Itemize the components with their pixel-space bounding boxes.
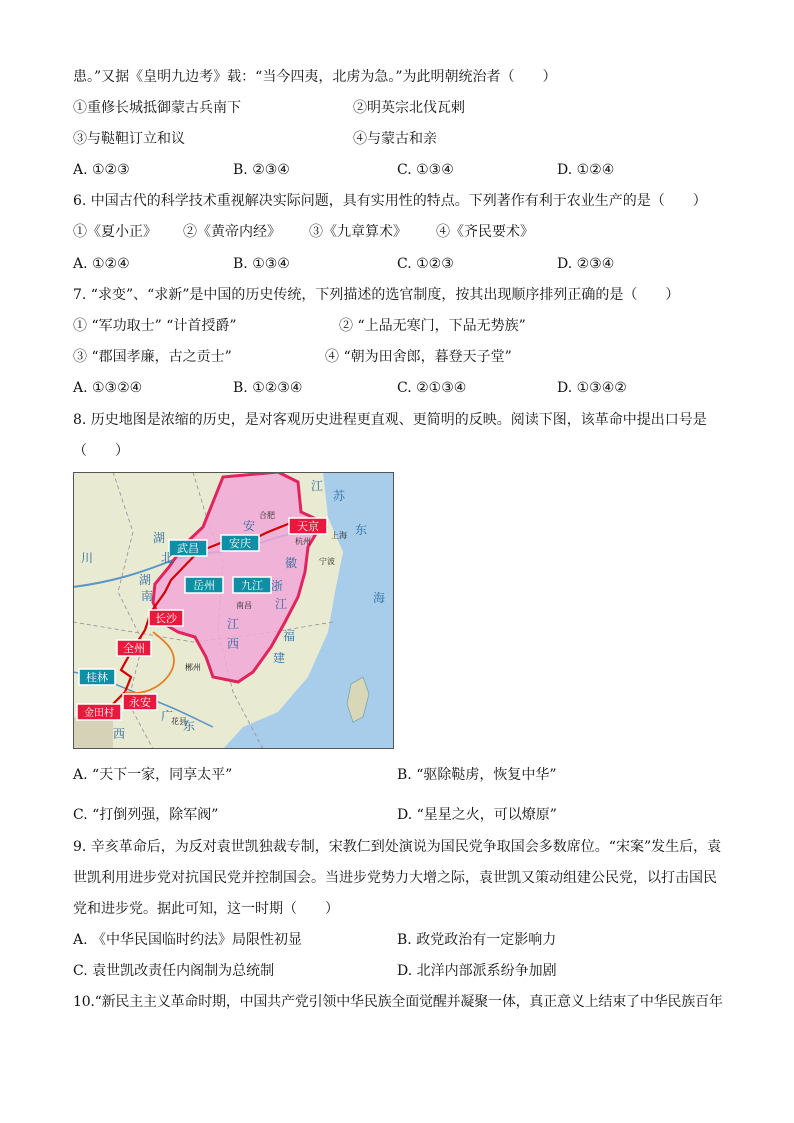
q6-option-b[interactable]: B. ①③④ xyxy=(233,256,290,272)
q7-item-2: ② “上品无寒门，下品无势族” xyxy=(339,318,526,334)
svg-text:岳州: 岳州 xyxy=(193,579,215,592)
q8-stem-line1: 8. 历史地图是浓缩的历史，是对客观历史进程更直观、更简明的反映。阅读下图，该革命中提出口号是 xyxy=(73,412,707,428)
city-box-changsha xyxy=(149,610,183,626)
svg-text:建: 建 xyxy=(273,651,286,665)
svg-text:海: 海 xyxy=(373,591,386,605)
svg-text:宁波: 宁波 xyxy=(319,557,335,566)
svg-text:杭州: 杭州 xyxy=(295,537,311,546)
q7-option-a[interactable]: A. ①③②④ xyxy=(73,380,143,396)
q6-item-2: ②《黄帝内经》 xyxy=(183,224,281,240)
city-box-tianjing xyxy=(289,518,327,534)
taiping-route-map xyxy=(73,472,394,749)
city-box-jintiancun xyxy=(77,704,121,720)
svg-text:湖: 湖 xyxy=(139,573,152,587)
q8-option-b[interactable]: B. “驱除鞑虏，恢复中华” xyxy=(397,767,557,783)
svg-text:川: 川 xyxy=(81,551,94,565)
city-box-guilin xyxy=(79,669,115,685)
svg-text:南昌: 南昌 xyxy=(236,601,252,610)
q8-option-a[interactable]: A. “天下一家，同享太平” xyxy=(73,767,233,783)
q6-item-1: ①《夏小正》 xyxy=(73,224,157,240)
q6-option-a[interactable]: A. ①②④ xyxy=(73,256,130,272)
q9-option-c[interactable]: C. 袁世凯改责任内阁制为总统制 xyxy=(73,963,275,979)
svg-text:江: 江 xyxy=(227,617,240,631)
start-area xyxy=(73,717,113,749)
q9-option-b[interactable]: B. 政党政治有一定影响力 xyxy=(397,932,557,948)
q7-option-d[interactable]: D. ①③④② xyxy=(557,380,627,396)
q5-option-d[interactable]: D. ①②④ xyxy=(557,162,615,178)
svg-text:安庆: 安庆 xyxy=(229,537,251,550)
q5-option-b[interactable]: B. ②③④ xyxy=(233,162,290,178)
q10-stem-line1: 10.“新民主主义革命时期，中国共产党引领中华民族全面觉醒并凝聚一体，真正意义上结束了中华民族百年 xyxy=(73,994,723,1010)
q6-item-4: ④《齐民要术》 xyxy=(436,224,534,240)
svg-text:上海: 上海 xyxy=(331,531,347,540)
svg-text:江: 江 xyxy=(311,479,324,493)
q9-stem-line2: 世凯利用进步党对抗国民党并控制国会。当进步党势力大增之际，袁世凯又策动组建公民党，以打击国民 xyxy=(73,870,717,886)
q8-option-d[interactable]: D. “星星之火，可以燎原” xyxy=(397,807,557,823)
q6-option-c[interactable]: C. ①②③ xyxy=(397,256,454,272)
q9-option-d[interactable]: D. 北洋内部派系纷争加剧 xyxy=(397,963,557,979)
svg-text:湖: 湖 xyxy=(153,531,166,545)
q9-option-a[interactable]: A. 《中华民国临时约法》局限性初显 xyxy=(73,932,303,948)
svg-text:苏: 苏 xyxy=(333,489,346,503)
svg-text:东: 东 xyxy=(183,719,196,733)
svg-text:全州: 全州 xyxy=(123,642,145,655)
q5-item-3: ③与鞑靼订立和议 xyxy=(73,131,185,147)
q5-option-c[interactable]: C. ①③④ xyxy=(397,162,454,178)
q9-stem-line1: 9. 辛亥革命后，为反对袁世凯独裁专制，宋教仁到处演说为国民党争取国会多数席位。“宋案”发生后，袁 xyxy=(73,839,722,855)
q5-item-2: ②明英宗北伐瓦剌 xyxy=(353,100,465,116)
svg-text:安: 安 xyxy=(243,519,256,533)
q6-item-3: ③《九章算术》 xyxy=(309,224,407,240)
q7-option-c[interactable]: C. ②①③④ xyxy=(397,380,467,396)
svg-text:福: 福 xyxy=(283,629,296,643)
q5-stem: 患。”又据《皇明九边考》载：“当今四夷，北虏为急。”为此明朝统治者（ ） xyxy=(73,69,557,85)
svg-text:武昌: 武昌 xyxy=(177,542,199,555)
q6-option-d[interactable]: D. ②③④ xyxy=(557,256,615,272)
svg-text:桂林: 桂林 xyxy=(86,671,108,684)
city-box-yongan xyxy=(123,694,157,710)
q5-option-a[interactable]: A. ①②③ xyxy=(73,162,130,178)
svg-text:九江: 九江 xyxy=(241,579,263,592)
q9-stem-line3: 党和进步党。据此可知，这一时期（ ） xyxy=(73,901,339,917)
q8-stem-line2: （ ） xyxy=(73,443,129,459)
city-box-wuchang xyxy=(169,540,207,556)
svg-text:江: 江 xyxy=(275,597,288,611)
svg-text:天京: 天京 xyxy=(297,520,319,533)
q8-option-c[interactable]: C. “打倒列强，除军阀” xyxy=(73,807,219,823)
q7-item-4: ④ “朝为田舍郎，暮登天子堂” xyxy=(325,349,512,365)
svg-text:永安: 永安 xyxy=(129,696,151,709)
svg-text:徽: 徽 xyxy=(285,556,298,570)
city-box-jiujiang xyxy=(233,577,271,593)
q6-stem: 6. 中国古代的科学技术重视解决实际问题，具有实用性的特点。下列著作有利于农业生产的是（ ） xyxy=(73,193,707,209)
svg-text:长沙: 长沙 xyxy=(155,612,177,625)
svg-text:北: 北 xyxy=(161,551,174,565)
svg-text:西: 西 xyxy=(113,727,126,741)
q5-item-1: ①重修长城抵御蒙古兵南下 xyxy=(73,100,241,116)
svg-text:花县: 花县 xyxy=(171,717,187,726)
svg-text:广: 广 xyxy=(161,709,174,723)
svg-text:金田村: 金田村 xyxy=(84,708,114,719)
svg-text:南: 南 xyxy=(141,589,154,603)
city-box-anqing xyxy=(221,535,259,551)
city-box-quanzhou xyxy=(117,640,151,656)
svg-text:合肥: 合肥 xyxy=(259,511,275,520)
svg-text:浙: 浙 xyxy=(271,579,284,593)
q7-option-b[interactable]: B. ①②③④ xyxy=(233,380,303,396)
svg-text:东: 东 xyxy=(355,523,368,537)
q7-item-3: ③ “郡国孝廉，古之贡士” xyxy=(73,349,232,365)
q7-item-1: ① “军功取士” “计首授爵” xyxy=(73,318,237,334)
city-box-yuezhou xyxy=(185,577,223,593)
q7-stem: 7. “求变”、“求新”是中国的历史传统，下列描述的选官制度，按其出现顺序排列正确的是（ ） xyxy=(73,287,680,303)
svg-text:郴州: 郴州 xyxy=(185,663,201,672)
q5-item-4: ④与蒙古和亲 xyxy=(353,131,437,147)
svg-text:西: 西 xyxy=(227,637,240,651)
